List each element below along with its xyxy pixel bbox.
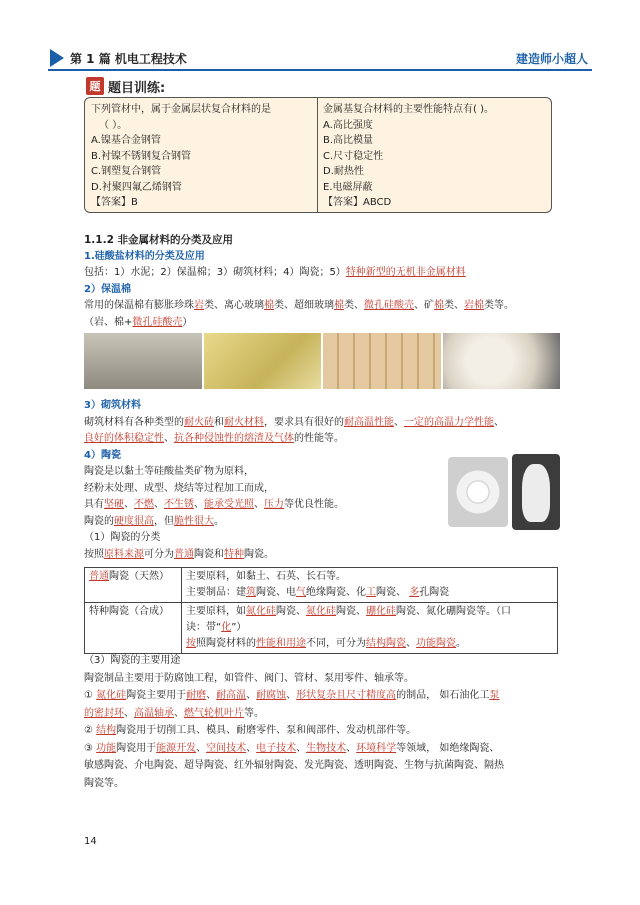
uses-line-5 (84, 740, 564, 758)
text: 。 (456, 638, 466, 649)
key-term: 能承受光照 (204, 499, 254, 510)
text: 陶瓷的 (84, 515, 114, 527)
key-term: 抗各种侵蚀性的熔渣及气体 (174, 433, 294, 444)
ceramic-vase-image (512, 454, 560, 530)
section-title: 1.1.2 非金属材料的分类及应用 (84, 234, 234, 246)
key-term: 耐磨 (186, 690, 207, 701)
key-term: 筑 (246, 587, 256, 598)
uses-line-7: 陶瓷等。 (84, 777, 124, 789)
key-term: 能源开发 (156, 742, 197, 754)
key-term: 不生锈 (164, 499, 194, 510)
text: 、 (154, 499, 164, 510)
text: （岩、棉+ (84, 316, 133, 328)
subsection-masonry: 3）砌筑材料 (84, 400, 141, 411)
text: 、矿 (414, 300, 434, 311)
insulation-note (84, 315, 564, 332)
q1-answer: 【答案】B (91, 197, 138, 208)
key-term: 气 (296, 587, 306, 598)
key-term: 岩棉 (464, 300, 484, 311)
header-rule (48, 69, 592, 71)
text: 的制品， 如石油化工 (396, 690, 490, 701)
text: 、 (206, 690, 217, 701)
text: 、 (254, 499, 264, 510)
ceramics-table (84, 567, 558, 654)
key-term: 耐火材料 (224, 416, 264, 428)
key-term: 耐高温性能 (344, 416, 394, 428)
text: 照陶瓷材料的 (196, 638, 256, 649)
key-term: 性能和用途 (256, 638, 306, 649)
key-term: 不燃 (134, 499, 154, 510)
key-term: 原料来源 (104, 548, 144, 560)
table-cell: 特种陶瓷（合成） (85, 603, 182, 654)
silicate-list (84, 265, 564, 282)
key-term: 氮化硅 (96, 690, 127, 701)
key-term: 坚硬 (104, 499, 124, 510)
key-term: 的密封环 (84, 707, 124, 719)
key-term: 结构陶瓷 (366, 638, 406, 649)
key-term: 电子技术 (256, 742, 297, 754)
refractory-bricks-image (323, 333, 441, 389)
question-2 (323, 102, 547, 211)
text: 类、离心玻璃 (204, 300, 264, 311)
table-row (85, 568, 558, 603)
text: 陶瓷用于 (116, 742, 157, 754)
text: ③ (84, 742, 97, 754)
insulation-text (84, 298, 564, 315)
key-term: 环境科学 (356, 742, 397, 754)
text: 、 (124, 499, 134, 510)
text: 、 (246, 742, 257, 754)
text: 陶瓷和 (194, 548, 224, 560)
exercise-icon: 题 (86, 77, 104, 95)
text: 、 (246, 690, 257, 701)
text: 、 (196, 742, 207, 754)
brand-name: 建造师小超人 (515, 52, 588, 66)
text: ”） (231, 622, 247, 633)
key-term: 氮化硅 (306, 606, 336, 617)
q1-option-b: B.衬镍不锈钢复合钢管 (91, 150, 192, 162)
text: 包括：1）水泥；2）保温棉；3）砌筑材料；4）陶瓷；5） (84, 267, 346, 278)
key-term: 高温轴承 (134, 707, 174, 719)
text: 、 (164, 433, 174, 444)
text-line (186, 620, 553, 636)
table-cell (85, 568, 182, 603)
text: 绝缘陶瓷、化 (306, 587, 366, 598)
section-body (84, 232, 564, 331)
uses-line-2 (84, 687, 564, 705)
key-term: 特种新型的无机非金属材料 (345, 267, 466, 278)
key-term: 按 (186, 638, 196, 649)
cement-bags-image (84, 333, 202, 389)
ceramics-line-2: 经粉末处理、成型、烧结等过程加工而成， (84, 482, 274, 494)
exercise-box (84, 97, 552, 213)
key-term: 多 (409, 587, 420, 598)
table-cell (182, 603, 558, 654)
key-term: 压力 (264, 499, 284, 510)
text: 常用的保温棉有膨胀珍珠 (84, 300, 194, 311)
text-line (186, 585, 553, 601)
q2-option-d: D.耐热性 (323, 166, 364, 177)
uses-line-3 (84, 705, 564, 723)
key-term: 硼化硅 (366, 606, 396, 617)
text: 、 (394, 416, 404, 428)
subsection-insulation: 2）保温棉 (84, 283, 131, 295)
text: 陶瓷主要用于 (126, 690, 187, 701)
table-cell (182, 568, 558, 603)
q1-option-a: A.镍基合金钢管 (91, 135, 161, 146)
text: （天然） (129, 571, 169, 582)
key-term: 微孔硅酸壳 (364, 300, 414, 311)
exercise-title: 题目训练: (108, 80, 166, 96)
text: 等领域， 如绝缘陶瓷、 (396, 742, 500, 754)
text: 、 (406, 638, 416, 649)
masonry-line-2 (84, 431, 564, 448)
text: 类、超细玻璃 (274, 300, 334, 311)
text: 主要制品：建 (186, 587, 246, 598)
key-term: 普通 (89, 571, 109, 582)
q2-option-c: C.尺寸稳定性 (323, 150, 384, 162)
text: 、 (124, 707, 134, 719)
q1-option-c: C.钢塑复合钢管 (91, 166, 162, 177)
text: 、 (494, 416, 504, 428)
text: ① (84, 690, 97, 701)
key-term: 特种 (224, 548, 244, 560)
text: ，但 (154, 515, 174, 527)
uses-line-6: 敏感陶瓷、介电陶瓷、超导陶瓷、红外辐射陶瓷、发光陶瓷、透明陶瓷、生物与抗菌陶瓷、隔热 (84, 760, 504, 771)
text: 。 (214, 515, 224, 527)
masonry-line-1 (84, 415, 564, 432)
key-term: 脆性很大 (174, 515, 214, 527)
q2-option-a: A.高比强度 (323, 119, 373, 131)
key-term: 硬度很高 (114, 515, 154, 527)
text: 、 (194, 499, 204, 510)
box-divider (317, 98, 318, 212)
question-1 (91, 102, 313, 211)
key-term: 岩 (194, 300, 204, 311)
text: 陶瓷、电 (256, 587, 296, 598)
text: 类、 (344, 300, 364, 311)
q1-stem: 下列管材中，属于金属层状复合材料的是 (91, 104, 271, 115)
key-term: 生物技术 (306, 742, 347, 754)
text: 主要原料，如黏土、石英、长石等。 (186, 571, 346, 582)
key-term: 耐火砖 (184, 416, 214, 428)
exercise-heading (86, 76, 165, 96)
table-row (85, 603, 558, 654)
text: 不同，可分为 (306, 638, 366, 649)
key-term: 微孔硅酸壳 (132, 316, 183, 328)
key-term: 良好的体积稳定性 (84, 433, 164, 444)
key-term: 普通 (174, 548, 194, 560)
text: 陶瓷。 (244, 548, 274, 560)
text: 诀：带“ (186, 622, 222, 633)
chapter-title: 第 1 篇 机电工程技术 (70, 52, 187, 66)
key-term: 燃气轮机叶片 (184, 707, 244, 719)
q2-option-e: E.电磁屏蔽 (323, 181, 373, 193)
ceramics-uses (84, 652, 564, 792)
ceramics-classification (84, 547, 564, 564)
uses-title: （3）陶瓷的主要用途 (84, 655, 181, 666)
q2-answer: 【答案】ABCD (323, 197, 392, 208)
text: 陶瓷、 (336, 606, 366, 617)
page-number: 14 (84, 836, 97, 847)
text: 陶瓷、 (376, 587, 410, 598)
key-term: 耐腐蚀 (256, 690, 287, 701)
uses-line-1: 陶瓷制品主要用于防腐蚀工程，如管件、阀门、管材、泵用零件、轴承等。 (84, 672, 414, 684)
q2-stem: 金属基复合材料的主要性能特点有( )。 (323, 104, 494, 115)
q1-blank: （ ）。 (99, 119, 128, 131)
subsection-silicate: 1.硅酸盐材料的分类及应用 (84, 250, 205, 262)
ceramics-line-1: 陶瓷是以黏土等硅酸盐类矿物为原料， (84, 466, 254, 477)
text: 砌筑材料有各种类型的 (84, 416, 184, 428)
text: 陶瓷用于切削工具、模具、耐磨零件、泵和阀部件、发动机部件等。 (116, 725, 417, 736)
text: ） (182, 316, 193, 328)
q2-option-b: B.高比模量 (323, 135, 374, 146)
key-term: 功能 (96, 742, 117, 754)
text-line (186, 636, 553, 652)
ceramic-tubes-image (443, 333, 561, 389)
insulation-wool-image (204, 333, 322, 389)
text-line (186, 604, 553, 620)
key-term: 棉 (334, 300, 344, 311)
key-term: 功能陶瓷 (416, 638, 456, 649)
ceramic-bearing-image (448, 457, 508, 527)
text: 等。 (244, 707, 264, 719)
key-term: 空间技术 (206, 742, 247, 754)
key-term: 氮化硅 (246, 606, 276, 617)
key-term: 工 (366, 587, 376, 598)
q1-option-d: D.衬聚四氟乙烯钢管 (91, 181, 182, 193)
text: 、 (346, 742, 357, 754)
key-term: 耐高温 (216, 690, 247, 701)
text: 陶瓷 (109, 571, 129, 582)
text: ② (84, 725, 97, 736)
text: 孔陶瓷 (419, 587, 450, 598)
text: 陶瓷、 (276, 606, 306, 617)
key-term: 形状复杂且尺寸精度高 (296, 690, 397, 701)
key-term: 棉 (434, 300, 444, 311)
text: 陶瓷、氮化硼陶瓷等。（口 (396, 606, 511, 617)
text: ，要求具有很好的 (264, 416, 344, 428)
key-term: 泵 (489, 690, 500, 701)
key-term: 结构 (96, 725, 117, 736)
text: 可分为 (144, 548, 174, 560)
key-term: 棉 (264, 300, 274, 311)
text: 等优良性能。 (284, 499, 344, 510)
text: 、 (286, 690, 297, 701)
text: 类等。 (484, 300, 514, 311)
ceramics-classification-title: （1）陶瓷的分类 (84, 532, 161, 543)
uses-line-4 (84, 722, 564, 740)
text: 的性能等。 (294, 433, 344, 444)
triangle-icon (50, 49, 64, 67)
text: 和 (214, 416, 224, 428)
text: 、 (296, 742, 307, 754)
key-term: 化 (221, 622, 232, 633)
key-term: 一定的高温力学性能 (404, 416, 494, 428)
text: 主要原料，如 (186, 606, 246, 617)
text: 、 (174, 707, 184, 719)
text: 类、 (444, 300, 464, 311)
page-header (0, 0, 640, 70)
material-photos (84, 333, 560, 389)
text: 具有 (84, 499, 104, 510)
subsection-ceramics: 4）陶瓷 (84, 449, 121, 461)
text: 按照 (84, 548, 104, 560)
